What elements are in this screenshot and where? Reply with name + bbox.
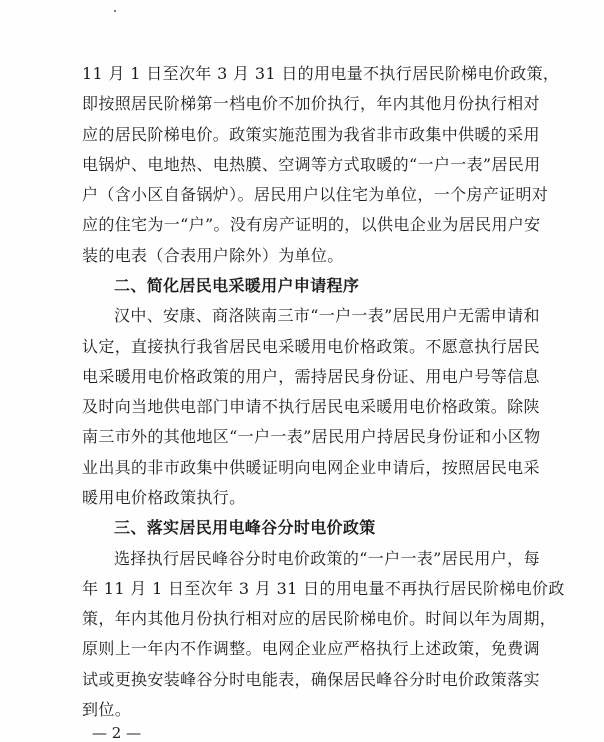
paragraph-3-line-2: 年 11 月 1 日至次年 3 月 31 日的用电量不再执行居民阶梯电价政 [82,579,565,598]
paragraph-1-line-1: 11 月 1 日至次年 3 月 31 日的用电量不执行居民阶梯电价政策， [82,64,560,83]
page-number: — 2 — [92,724,142,742]
paragraph-1-line-5: 户（含小区自备锅炉）。居民用户以住宅为单位，一个房产证明对 [82,185,549,204]
paragraph-2-line-7: 暖用电价格政策执行。 [82,488,246,507]
paragraph-3-line-1: 选择执行居民峰谷分时电价政策的“一户一表”居民用户，每 [114,549,540,568]
paragraph-1-line-7: 装的电表（合表用户除外）为单位。 [82,246,344,265]
section-heading-3: 三、落实居民用电峰谷分时电价政策 [114,518,376,537]
paragraph-3-line-6: 到位。 [82,700,132,719]
scan-speck [114,10,116,12]
paragraph-3-line-5: 试或更换安装峰谷分时电能表，确保居民峰谷分时电价政策落实 [82,670,540,689]
paragraph-1-line-6: 应的住宅为一“户”。没有房产证明的，以供电企业为居民用户安 [82,215,541,234]
paragraph-2-line-1: 汉中、安康、商洛陕南三市“一户一表”居民用户无需申请和 [114,306,540,325]
paragraph-3-line-3: 策，年内其他月份执行相对应的居民阶梯电价。时间以年为周期， [82,609,557,628]
section-heading-2: 二、简化居民电采暖用户申请程序 [114,276,360,295]
paragraph-3-line-4: 原则上一年内不作调整。电网企业应严格执行上述政策，免费调 [82,639,540,658]
paragraph-1-line-3: 应的居民阶梯电价。政策实施范围为我省非市政集中供暖的采用 [82,125,540,144]
paragraph-2-line-6: 业出具的非市政集中供暖证明向电网企业申请后，按照居民电采 [82,458,540,477]
paragraph-2-line-4: 及时向当地供电部门申请不执行居民电采暖用电价格政策。除陕 [82,397,540,416]
paragraph-1-line-2: 即按照居民阶梯第一档电价不加价执行，年内其他月份执行相对 [82,94,540,113]
paragraph-2-line-2: 认定，直接执行我省居民电采暖用电价格政策。不愿意执行居民 [82,337,540,356]
paragraph-1-line-4: 电锅炉、电地热、电热膜、空调等方式取暖的“一户一表”居民用 [82,155,541,174]
paragraph-2-line-5: 南三市外的其他地区“一户一表”居民用户持居民身份证和小区物 [82,427,541,446]
paragraph-2-line-3: 电采暖用电价格政策的用户，需持居民身份证、用电户号等信息 [82,367,540,386]
